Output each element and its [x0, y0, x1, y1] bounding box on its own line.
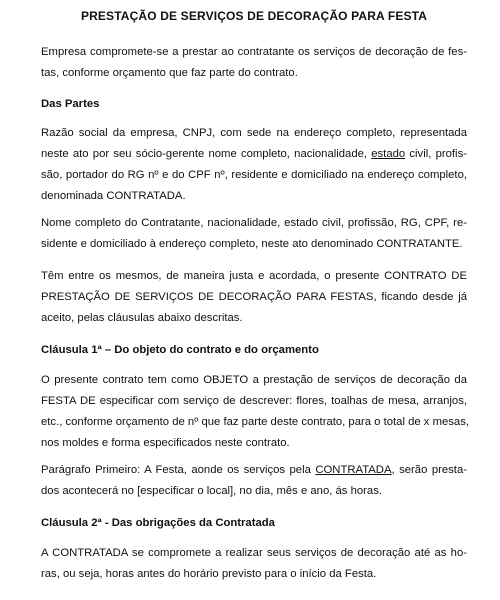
clausula-1-line-4: nos moldes e forma especificados neste contrato.	[41, 437, 290, 449]
paragrafo-primeiro-line-1-end: , serão presta-	[391, 464, 467, 476]
acordo-line-2: PRESTAÇÃO DE SERVIÇOS DE DECORAÇÃO PARA FESTAS, ficando desde já	[41, 291, 467, 303]
underlined-word-contratada: CONTRATADA	[315, 464, 392, 476]
paragrafo-primeiro-line-1-start: Parágrafo Primeiro: A Festa, aonde os serviços pela	[41, 464, 316, 476]
document-title: PRESTAÇÃO DE SERVIÇOS DE DECORAÇÃO PARA FESTA	[80, 9, 428, 23]
clausula-2-paragraph	[41, 543, 467, 585]
contratada-line-2	[41, 144, 467, 165]
partes-heading: Das Partes	[41, 98, 100, 110]
contratada-line-3: são, portador do RG nº e do CPF nº, residente e domiciliado na endereço completo,	[41, 169, 467, 181]
clausula-1-paragraph	[41, 370, 467, 454]
contratante-paragraph	[41, 213, 467, 255]
intro-paragraph	[41, 42, 467, 84]
underlined-word-estado: estado	[371, 148, 406, 160]
clausula-1-line-2: FESTA DE especificar com serviço de descrever: flores, toalhas de mesa, arranjos,	[41, 395, 467, 407]
clausula-2-heading: Cláusula 2ª - Das obrigações da Contratada	[41, 517, 275, 529]
intro-line-1: Empresa compromete-se a prestar ao contratante os serviços de decoração de fes-	[41, 46, 467, 58]
intro-line-2: tas, conforme orçamento que faz parte do contrato.	[41, 67, 298, 79]
clausula-1-line-1: O presente contrato tem como OBJETO a prestação de serviços de decoração da	[41, 374, 467, 386]
acordo-line-1: Têm entre os mesmos, de maneira justa e acordada, o presente CONTRATO DE	[41, 270, 467, 282]
clausula-1-line-3: etc., conforme orçamento de nº que faz parte deste contrato, para o total de x mesas,	[41, 416, 469, 428]
clausula-2-line-1: A CONTRATADA se compromete a realizar seus serviços de decoração até as ho-	[41, 547, 467, 559]
paragrafo-primeiro-line-1	[41, 460, 467, 481]
contratada-line-2-start: neste ato por seu sócio-gerente nome completo, nacionalidade,	[41, 148, 372, 160]
contratada-line-4: denominada CONTRATADA.	[41, 190, 186, 202]
clausula-2-line-2: ras, ou seja, horas antes do horário previsto para o início da Festa.	[41, 568, 377, 580]
contratada-line-1: Razão social da empresa, CNPJ, com sede na endereço completo, representada	[41, 127, 467, 139]
acordo-paragraph	[41, 266, 467, 329]
contratante-line-1: Nome completo do Contratante, nacionalidade, estado civil, profissão, RG, CPF, re-	[41, 217, 467, 229]
paragrafo-primeiro	[41, 460, 467, 502]
paragrafo-primeiro-line-2: dos acontecerá no [especificar o local], no dia, mês e ano, ás horas.	[41, 485, 382, 497]
contratada-line-2-end: civil, profis-	[405, 148, 467, 160]
contratada-paragraph	[41, 123, 467, 207]
clausula-1-heading: Cláusula 1ª – Do objeto do contrato e do orçamento	[41, 344, 319, 356]
acordo-line-3: aceito, pelas cláusulas abaixo descritas.	[41, 312, 243, 324]
contratante-line-2: sidente e domiciliado à endereço completo, neste ato denominado CONTRATANTE.	[41, 238, 463, 250]
